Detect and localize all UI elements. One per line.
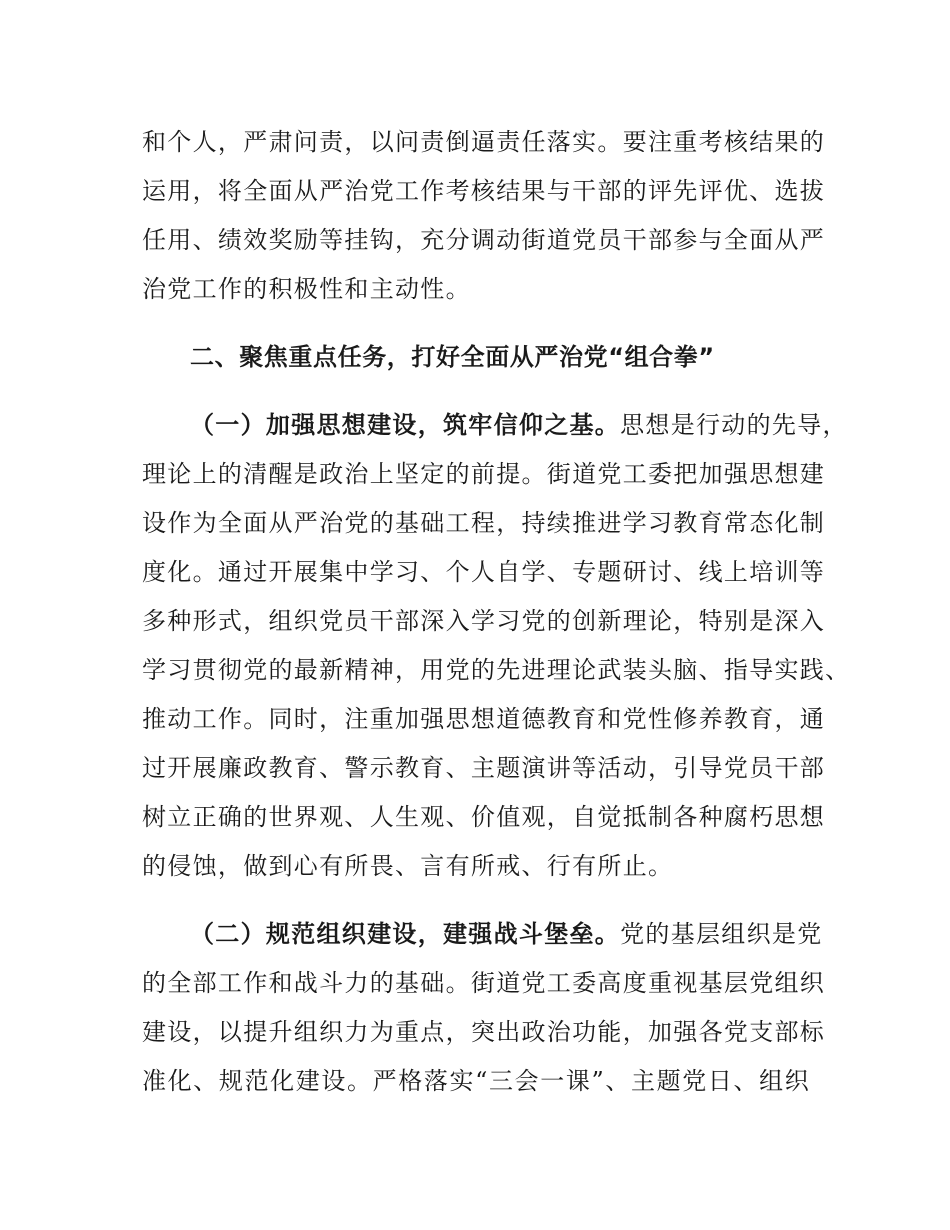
- paragraph-line: 任用、绩效奖励等挂钩，充分调动街道党员干部参与全面从严: [142, 226, 826, 254]
- paragraph-line: 的侵蚀，做到心有所畏、言有所戒、行有所止。: [142, 852, 674, 880]
- paragraph-line: 推动工作。同时，注重加强思想道德教育和党性修养教育，通: [142, 705, 826, 733]
- paragraph-line: 理论上的清醒是政治上坚定的前提。街道党工委把加强思想建: [142, 460, 826, 488]
- paragraph-line: 过开展廉政教育、警示教育、主题演讲等活动，引导党员干部: [142, 754, 826, 782]
- paragraph-line: 学习贯彻党的最新精神，用党的先进理论武装头脑、指导实践、: [142, 656, 851, 684]
- paragraph-line: 准化、规范化建设。严格落实“三会一课”、主题党日、组织: [142, 1067, 810, 1095]
- paragraph-line: 度化。通过开展集中学习、个人自学、专题研讨、线上培训等: [142, 558, 826, 586]
- paragraph-line: 树立正确的世界观、人生观、价值观，自觉抵制各种腐朽思想: [142, 803, 826, 831]
- paragraph-line: 和个人，严肃问责，以问责倒逼责任落实。要注重考核结果的: [142, 128, 826, 156]
- paragraph-lead-text: 党的基层组织是党: [620, 920, 823, 948]
- paragraph-line: 建设，以提升组织力为重点，突出政治功能，加强各党支部标: [142, 1018, 826, 1046]
- section-heading: 二、聚焦重点任务，打好全面从严治党“组合拳”: [190, 343, 715, 371]
- paragraph-lead-text: 思想是行动的先导，: [620, 411, 848, 439]
- paragraph-first-line: [190, 408, 848, 442]
- paragraph-line: 的全部工作和战斗力的基础。街道党工委高度重视基层党组织: [142, 969, 826, 997]
- paragraph-first-line: [190, 917, 823, 951]
- paragraph-line: 治党工作的积极性和主动性。: [142, 275, 471, 303]
- paragraph-lead-heading: （二）规范组织建设，建强战斗堡垒。: [190, 920, 621, 948]
- paragraph-line: 设作为全面从严治党的基础工程，持续推进学习教育常态化制: [142, 509, 826, 537]
- paragraph-line: 运用，将全面从严治党工作考核结果与干部的评先评优、选拔: [142, 177, 826, 205]
- paragraph-line: 多种形式，组织党员干部深入学习党的创新理论，特别是深入: [142, 607, 826, 635]
- paragraph-lead-heading: （一）加强思想建设，筑牢信仰之基。: [190, 411, 621, 439]
